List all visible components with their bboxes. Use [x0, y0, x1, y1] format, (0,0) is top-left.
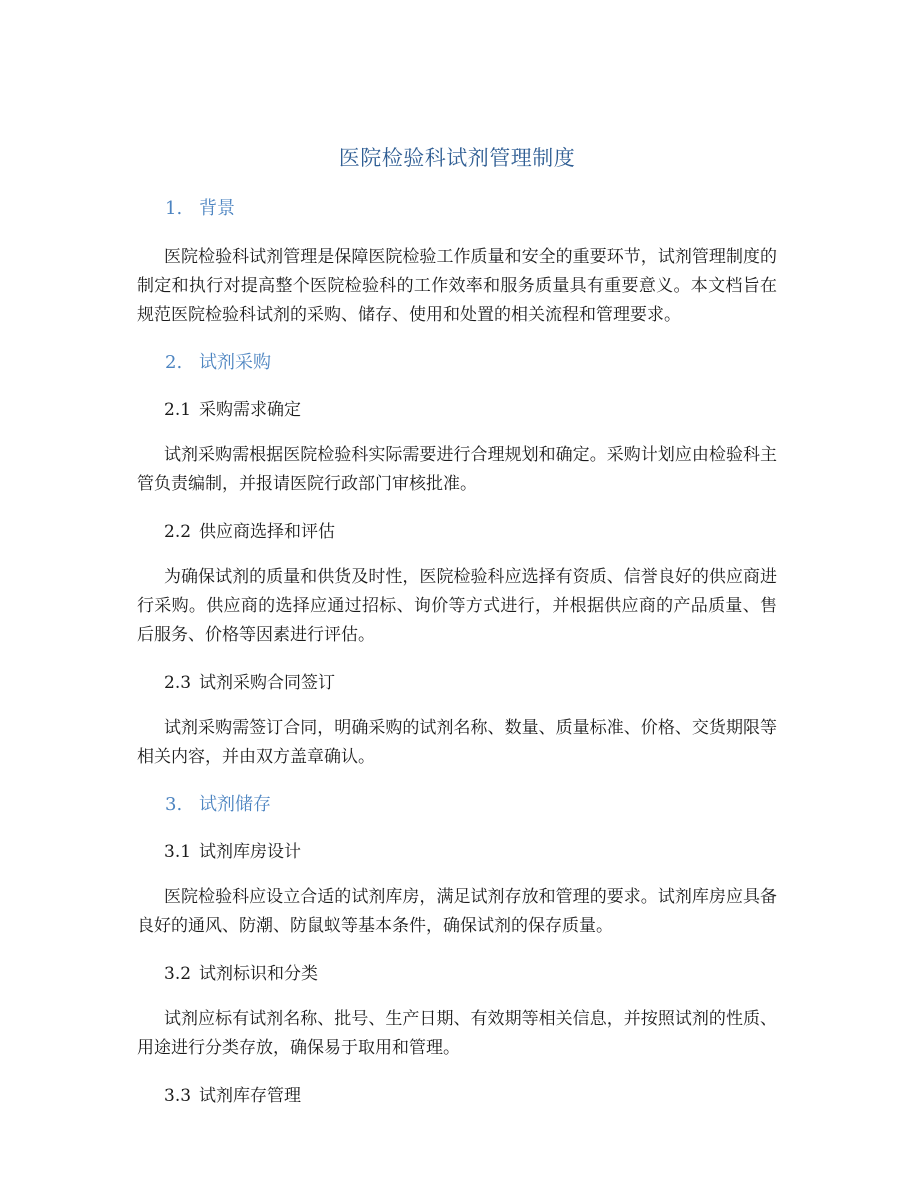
section-number: 2. — [165, 352, 183, 373]
section-heading-procurement — [165, 350, 777, 376]
document-title: 医院检验科试剂管理制度 — [338, 146, 576, 170]
subsection-number: 2.3 — [164, 673, 192, 693]
subsection-title: 试剂库房设计 — [199, 842, 302, 862]
section-number: 1. — [165, 198, 183, 219]
subsection-title: 采购需求确定 — [199, 400, 302, 420]
subsection-title: 试剂采购合同签订 — [199, 673, 336, 693]
paragraph-2-3: 试剂采购需签订合同，明确采购的试剂名称、数量、质量标准、价格、交货期限等相关内容，并由双方盖章确认。 — [137, 718, 777, 767]
paragraph-2-1: 试剂采购需根据医院检验科实际需要进行合理规划和确定。采购计划应由检验科主管负责编制，并报请医院行政部门审核批准。 — [137, 445, 777, 494]
subsection-heading-2-1 — [164, 397, 777, 423]
subsection-number: 3.2 — [164, 964, 192, 984]
subsection-number: 3.1 — [164, 842, 192, 862]
section-heading-background — [165, 196, 777, 222]
subsection-number: 2.1 — [164, 400, 192, 420]
section-heading-storage — [165, 792, 777, 818]
section-title: 试剂储存 — [199, 794, 271, 815]
subsection-heading-3-3 — [164, 1083, 777, 1109]
subsection-heading-2-2 — [164, 519, 777, 545]
subsection-number: 3.3 — [164, 1086, 192, 1106]
subsection-title: 试剂标识和分类 — [199, 964, 319, 984]
subsection-heading-3-2 — [164, 961, 777, 987]
paragraph-3-2: 试剂应标有试剂名称、批号、生产日期、有效期等相关信息，并按照试剂的性质、用途进行分类存放，确保易于取用和管理。 — [137, 1009, 777, 1058]
subsection-heading-3-1 — [164, 839, 777, 865]
paragraph-background: 医院检验科试剂管理是保障医院检验工作质量和安全的重要环节，试剂管理制度的制定和执行对提高整个医院检验科的工作效率和服务质量具有重要意义。本文档旨在规范医院检验科试剂的采购、储存、使用和处置的相关流程和管理要求。 — [137, 247, 777, 325]
paragraph-3-1: 医院检验科应设立合适的试剂库房，满足试剂存放和管理的要求。试剂库房应具备良好的通风、防潮、防鼠蚁等基本条件，确保试剂的保存质量。 — [137, 887, 777, 936]
paragraph-2-2: 为确保试剂的质量和供货及时性，医院检验科应选择有资质、信誉良好的供应商进行采购。供应商的选择应通过招标、询价等方式进行，并根据供应商的产品质量、售后服务、价格等因素进行评估。 — [137, 567, 777, 645]
subsection-number: 2.2 — [164, 522, 192, 542]
subsection-heading-2-3 — [164, 670, 777, 696]
subsection-title: 供应商选择和评估 — [199, 522, 336, 542]
section-title: 背景 — [199, 198, 235, 219]
subsection-title: 试剂库存管理 — [199, 1086, 302, 1106]
document-body — [137, 142, 777, 1127]
section-title: 试剂采购 — [199, 352, 271, 373]
section-number: 3. — [165, 794, 183, 815]
